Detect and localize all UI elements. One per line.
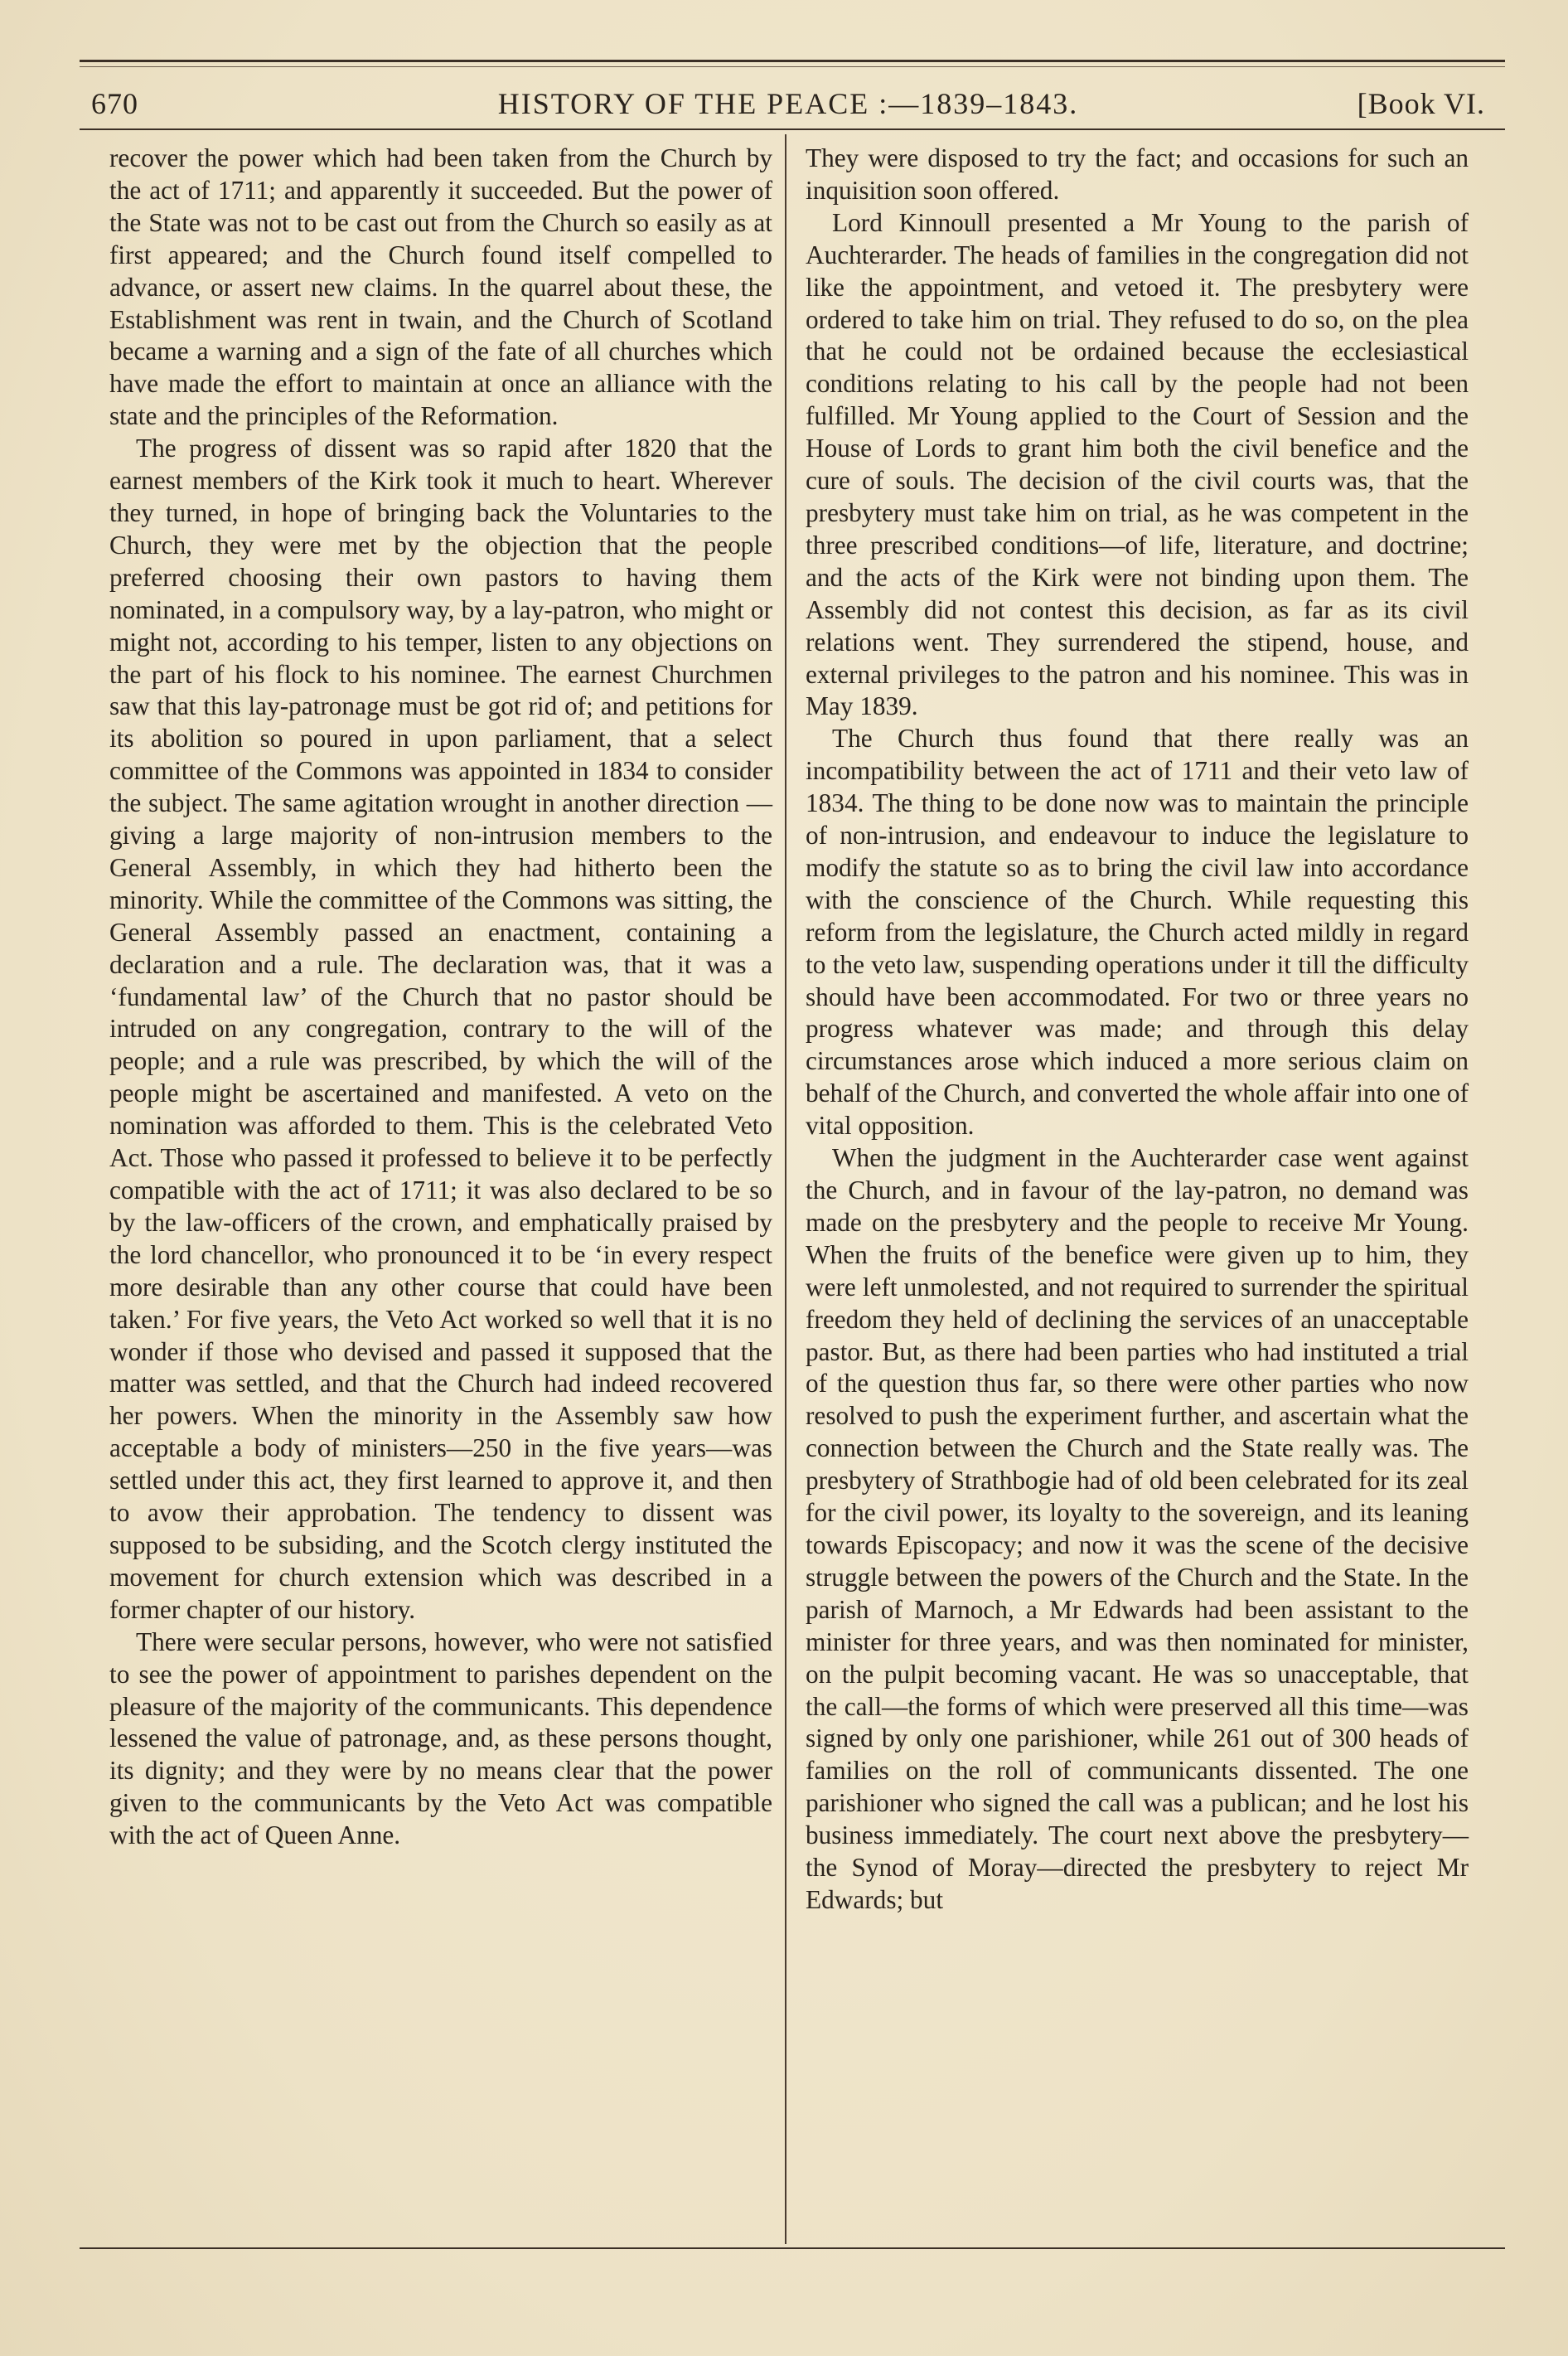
running-title: HISTORY OF THE PEACE :—1839–1843. — [497, 87, 1079, 120]
paragraph: Lord Kinnoull presented a Mr Young to the parish of Auchterarder. The heads of families in the congregation did not like the appointment, and vetoed it. The presbytery were ordered to take him on trial. They refused to do so, on the plea that he could not be ordained because the ecclesiastical conditions relating to his call by the people had not been fulfilled. Mr Young applied to the Court of Session and the House of Lords to grant him both the civil benefice and the cure of souls. The decision of the civil courts was, that the presbytery must take him on trial, as he was competent in the three prescribed conditions—of life, literature, and doctrine; and the acts of the Kirk were not binding upon them. The Assembly did not contest this decision, as far as its civil relations went. They surrendered the stipend, house, and external privileges to the patron and his nominee. This was in May 1839. — [806, 207, 1469, 721]
top-thin-rule — [80, 66, 1505, 67]
paragraph: There were secular persons, however, who were not satisfied to see the power of appointment to parishes dependent on the pleasure of the majority of the communicants. This dependence lessened the value of patronage, and, as these persons thought, its dignity; and they were by no means clear that the power given to the communicants by the Veto Act was compatible with the act of Queen Anne. — [109, 1626, 772, 1850]
right-column — [806, 143, 1469, 1917]
left-column — [109, 143, 772, 1852]
bottom-rule — [80, 2247, 1505, 2249]
header-rule — [80, 128, 1505, 130]
paragraph: recover the power which had been taken from the Church by the act of 1711; and apparently it succeeded. But the power of the State was not to be cast out from the Church so easily as at first appeared; and the Church found itself compelled to advance, or assert new claims. In the quarrel about these, the Establishment was rent in twain, and the Church of Scotland became a warning and a sign of the fate of all churches which have made the effort to maintain at once an alliance with the state and the principles of the Reformation. — [109, 143, 772, 431]
paragraph: The Church thus found that there really was an incompatibility between the act of 1711 and their veto law of 1834. The thing to be done now was to maintain the principle of non-intrusion, and endeavour to induce the legislature to modify the statute so as to bring the civil law into accordance with the conscience of the Church. While requesting this reform from the legislature, the Church acted mildly in regard to the veto law, suspending operations under it till the difficulty should have been accommodated. For two or three years no progress whatever was made; and through this delay circumstances arose which induced a more serious claim on behalf of the Church, and converted the whole affair into one of vital opposition. — [806, 724, 1469, 1141]
running-header — [91, 71, 1485, 138]
page-number: 670 — [91, 87, 138, 120]
paragraph: When the judgment in the Auchterarder case went against the Church, and in favour of the lay-patron, no demand was made on the presbytery and the people to receive Mr Young. When the fruits of the benefice were given up to him, they were left unmolested, and not required to surrender the spiritual freedom they held of declining the services of an unacceptable pastor. But, as there had been parties who had instituted a trial of the question thus far, so there were other parties who now resolved to push the experiment further, and ascertain what the connection between the Church and the State really was. The presbytery of Strathbogie had of old been celebrated for its zeal for the civil power, its loyalty to the sovereign, and its leaning towards Episcopacy; and now it was the scene of the decisive struggle between the powers of the Church and the State. In the parish of Marnoch, a Mr Edwards had been assistant to the minister for three years, and was then nominated for minister, on the pulpit becoming vacant. He was so unacceptable, that the call—the forms of which were preserved all this time—was signed by only one parishioner, while 261 out of 300 heads of families on the roll of communicants dissented. The one parishioner who signed the call was a publican; and he lost his business immediately. The court next above the presbytery—the Synod of Moray—directed the presbytery to reject Mr Edwards; but — [806, 1143, 1469, 1914]
paragraph: The progress of dissent was so rapid after 1820 that the earnest members of the Kirk took it much to heart. Wherever they turned, in hope of bringing back the Voluntaries to the Church, they were met by the objection that the people preferred choosing their own pastors to having them nominated, in a compulsory way, by a lay-patron, who might or might not, according to his temper, listen to any objections on the part of his flock to his nominee. The earnest Churchmen saw that this lay-patronage must be got rid of; and petitions for its abolition so poured in upon parliament, that a select committee of the Commons was appointed in 1834 to consider the subject. The same agitation wrought in another direction — giving a large majority of non-intrusion members to the General Assembly, in which they had hitherto been the minority. While the committee of the Commons was sitting, the General Assembly passed an enactment, containing a declaration and a rule. The declaration was, that it was a ‘fundamental law’ of the Church that no pastor should be intruded on any congregation, contrary to the will of the people; and a rule was prescribed, by which the will of the people might be ascertained and manifested. A veto on the nomination was afforded to them. This is the celebrated Veto Act. Those who passed it professed to believe it to be perfectly compatible with the act of 1711; it was also declared to be so by the law-officers of the crown, and emphatically praised by the lord chancellor, who pronounced it to be ‘in every respect more desirable than any other course that could have been taken.’ For five years, the Veto Act worked so well that it is no wonder if those who devised and passed it supposed that the matter was settled, and that the Church had indeed recovered her powers. When the minority in the Assembly saw how acceptable a body of ministers—250 in the five years—was settled under this act, they first learned to approve it, and then to avow their approbation. The tendency to dissent was supposed to be subsiding, and the Scotch clergy instituted the movement for church extension which was described in a former chapter of our history. — [109, 434, 772, 1624]
column-divider — [785, 134, 786, 2244]
book-label: [Book VI. — [1357, 87, 1485, 120]
paragraph: They were disposed to try the fact; and occasions for such an inquisition soon offered. — [806, 143, 1469, 205]
top-double-rule — [80, 60, 1505, 62]
